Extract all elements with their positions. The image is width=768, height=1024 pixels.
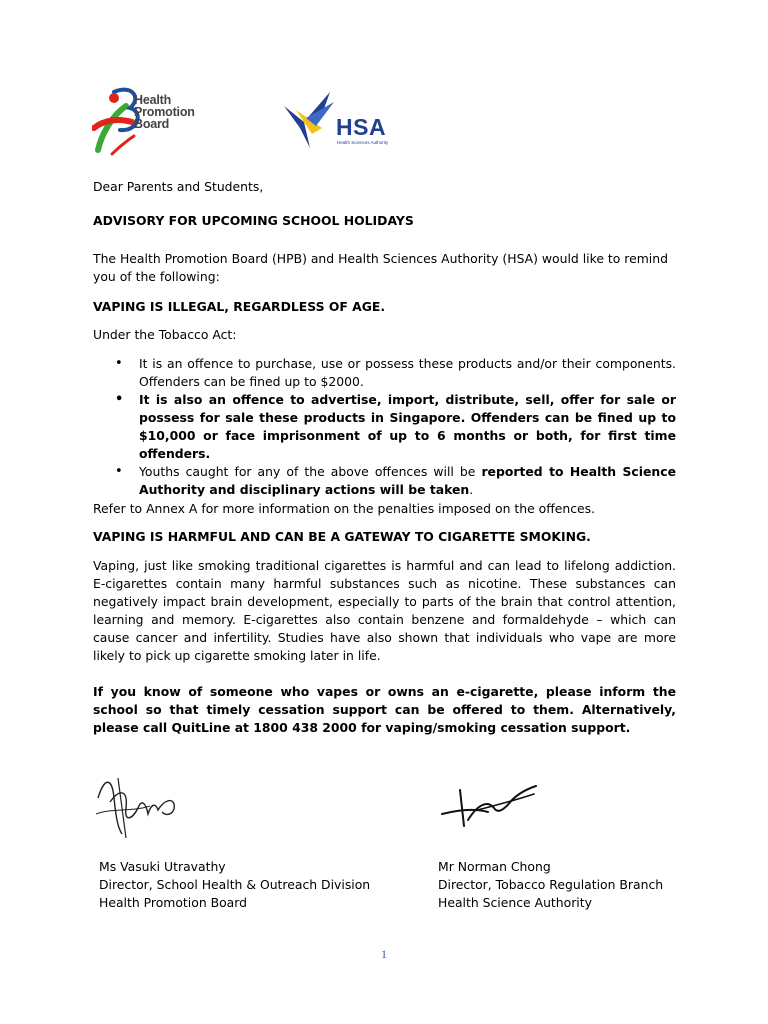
bullet-icon: • xyxy=(115,392,124,407)
signatory-right-title: Director, Tobacco Regulation Branch xyxy=(438,877,664,892)
intro-paragraph: The Health Promotion Board (HPB) and Health Sciences Authority (HSA) would like to remind you of the following: xyxy=(93,251,668,284)
signature-left-mark xyxy=(92,768,192,842)
section1-title: VAPING IS ILLEGAL, REGARDLESS OF AGE. xyxy=(93,299,386,314)
signature-left xyxy=(92,768,192,842)
bullet-text-bold: reported to Health Science Authority and disciplinary actions will be taken xyxy=(139,464,676,497)
signature-right xyxy=(438,780,542,832)
bullet-text-end: . xyxy=(469,482,474,497)
signatory-right-org: Health Science Authority xyxy=(438,895,592,910)
section2-body: Vaping, just like smoking traditional cigarettes is harmful and can lead to lifelong addiction. E-cigarettes contain many harmful substances such as nicotine. These substances can negatively impact brain development, especially to parts of the brain that control attention, learning and memory. E-cigarettes also contain benzene and formaldehyde – which can cause cancer and infertility. Studies have also shown that individuals who vape are more likely to pick up cigarette smoking later in life. xyxy=(93,558,676,663)
advisory-heading: ADVISORY FOR UPCOMING SCHOOL HOLIDAYS xyxy=(93,213,414,228)
annex-note: Refer to Annex A for more information on the penalties imposed on the offences. xyxy=(93,501,596,516)
hsa-logo xyxy=(282,88,402,154)
signatory-left xyxy=(99,858,370,912)
bullet-text-normal: Youths caught for any of the above offences will be xyxy=(139,464,482,479)
hpb-wordmark-line2: Promotion xyxy=(134,105,195,119)
signatory-right-name: Mr Norman Chong xyxy=(438,859,551,874)
greeting: Dear Parents and Students, xyxy=(93,179,264,194)
bullet-icon: • xyxy=(115,464,123,479)
section1-lead: Under the Tobacco Act: xyxy=(93,327,237,342)
hpb-wordmark xyxy=(134,94,195,130)
bullet-text: It is an offence to purchase, use or possess these products and/or their components. Offenders can be fined up to $2000. xyxy=(139,356,676,389)
page-number: 1 xyxy=(381,947,387,961)
list-item xyxy=(93,391,676,463)
hsa-emblem-icon xyxy=(282,88,338,154)
signatory-right xyxy=(438,858,663,912)
hpb-wordmark-line1: Health xyxy=(134,93,172,107)
section2-title: VAPING IS HARMFUL AND CAN BE A GATEWAY TO CIGARETTE SMOKING. xyxy=(93,529,591,544)
signatory-left-name: Ms Vasuki Utravathy xyxy=(99,859,226,874)
bullet-icon: • xyxy=(115,356,123,371)
list-item xyxy=(93,355,676,391)
cessation-callout: If you know of someone who vapes or owns an e-cigarette, please inform the school so that timely cessation support can be offered to them. Alternatively, please call QuitLine at 1800 438 2000 for vaping/smoking cessation support. xyxy=(93,684,676,735)
list-item xyxy=(93,463,676,499)
hsa-wordmark: HSA xyxy=(336,114,387,140)
bullet-text: It is also an offence to advertise, import, distribute, sell, offer for sale or possess for sale these products in Singapore. Offenders can be fined up to $10,000 or face imprisonment of up to 6 months or both, for first time offenders. xyxy=(139,392,676,461)
signatory-left-org: Health Promotion Board xyxy=(99,895,248,910)
hpb-logo xyxy=(92,84,242,164)
hpb-wordmark-line3: Board xyxy=(134,117,170,131)
hsa-subtitle: Health Sciences Authority xyxy=(337,140,389,145)
signature-right-mark xyxy=(438,780,542,832)
offence-list xyxy=(93,355,676,499)
signatory-left-title: Director, School Health & Outreach Division xyxy=(99,877,371,892)
